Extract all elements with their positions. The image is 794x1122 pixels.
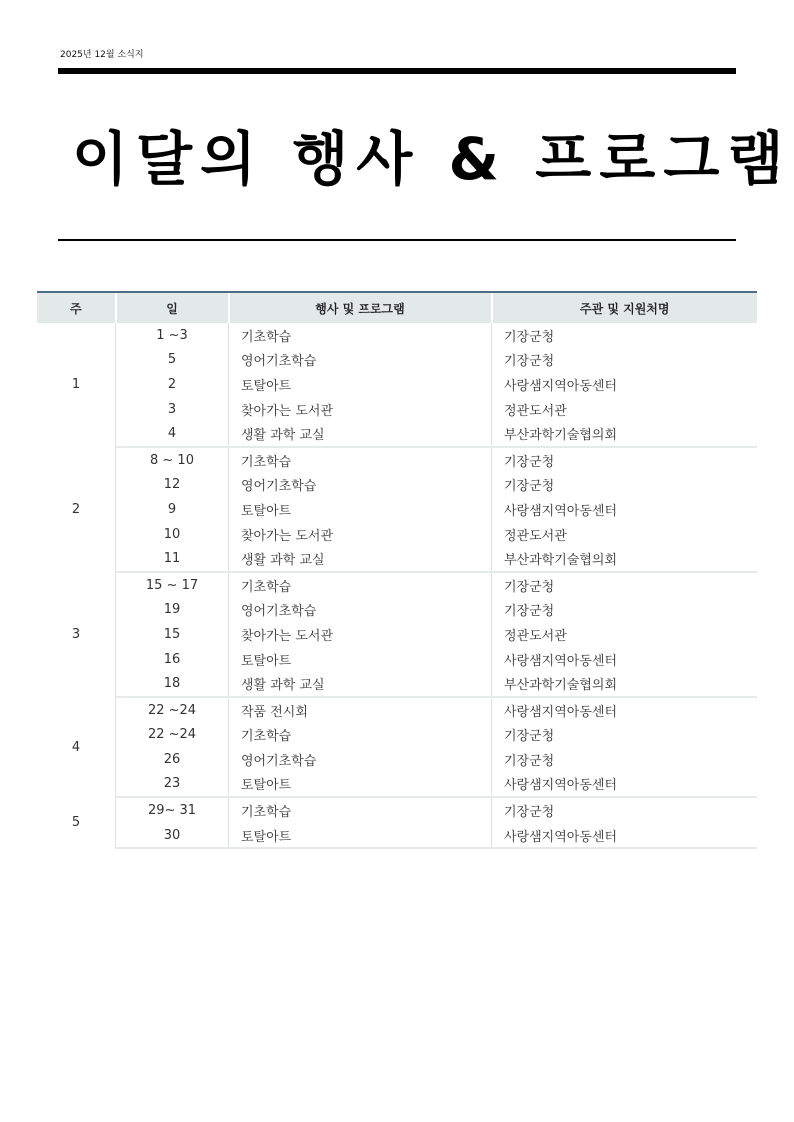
table-row <box>37 522 757 547</box>
table-row <box>37 572 757 598</box>
event-cell: 토탈아트 <box>229 823 492 849</box>
table-header-row <box>37 292 757 323</box>
day-cell: 29~ 31 <box>116 797 229 823</box>
week-cell: 4 <box>37 697 116 797</box>
organizer-cell: 정관도서관 <box>504 528 567 544</box>
week-cell: 3 <box>37 572 116 697</box>
week-cell: 1 <box>37 323 116 447</box>
table-row <box>37 497 757 522</box>
table-row <box>37 372 757 397</box>
event-cell: 찾아가는 도서관 <box>229 397 492 422</box>
day-cell: 11 <box>116 546 229 572</box>
event-cell: 찾아가는 도서관 <box>229 622 492 647</box>
event-cell: 기초학습 <box>229 323 492 348</box>
organizer-cell: 사랑샘지역아동센터 <box>504 653 618 669</box>
day-cell: 12 <box>116 473 229 498</box>
table-row <box>37 447 757 473</box>
day-cell: 26 <box>116 747 229 772</box>
event-cell: 영어기초학습 <box>229 598 492 623</box>
day-cell: 22 ~24 <box>116 723 229 748</box>
day-cell: 1 ~3 <box>116 323 229 348</box>
table-row <box>37 473 757 498</box>
event-cell: 생활 과학 교실 <box>229 546 492 572</box>
top-divider <box>58 68 736 74</box>
event-cell: 기초학습 <box>229 572 492 598</box>
organizer-cell: 사랑샘지역아동센터 <box>492 772 758 798</box>
day-cell: 3 <box>116 397 229 422</box>
organizer-cell: 기장군청 <box>504 753 555 769</box>
newsletter-header-label: 2025년 12월 소식지 <box>60 50 144 60</box>
day-cell: 19 <box>116 598 229 623</box>
organizer-cell: 사랑샘지역아동센터 <box>504 378 618 394</box>
table-row <box>37 622 757 647</box>
event-cell: 찾아가는 도서관 <box>229 522 492 547</box>
organizer-cell: 기장군청 <box>504 604 555 620</box>
day-cell: 30 <box>116 823 229 849</box>
organizer-cell: 부산과학기술협의회 <box>492 546 758 572</box>
organizer-cell: 정관도서관 <box>504 628 567 644</box>
day-cell: 4 <box>116 421 229 447</box>
day-cell: 18 <box>116 671 229 697</box>
day-cell: 5 <box>116 348 229 373</box>
event-cell: 생활 과학 교실 <box>229 671 492 697</box>
day-cell: 16 <box>116 647 229 672</box>
organizer-cell: 기장군청 <box>504 479 555 495</box>
column-header-organizer: 주관 및 지원처명 <box>492 292 758 323</box>
organizer-cell: 부산과학기술협의회 <box>492 671 758 697</box>
organizer-cell: 사랑샘지역아동센터 <box>504 503 618 519</box>
title-divider <box>58 239 736 241</box>
table-row <box>37 671 757 697</box>
event-cell: 토탈아트 <box>229 647 492 672</box>
event-cell: 기초학습 <box>229 447 492 473</box>
event-cell: 생활 과학 교실 <box>229 421 492 447</box>
organizer-cell: 사랑샘지역아동센터 <box>504 704 618 720</box>
week-cell: 2 <box>37 447 116 572</box>
day-cell: 10 <box>116 522 229 547</box>
column-header-day: 일 <box>116 292 229 323</box>
event-cell: 토탈아트 <box>229 772 492 798</box>
column-header-event: 행사 및 프로그램 <box>229 292 492 323</box>
table-row <box>37 797 757 823</box>
event-cell: 토탈아트 <box>229 497 492 522</box>
event-cell: 기초학습 <box>229 723 492 748</box>
day-cell: 15 <box>116 622 229 647</box>
table-row <box>37 421 757 447</box>
column-header-week: 주 <box>37 292 116 323</box>
event-cell: 토탈아트 <box>229 372 492 397</box>
organizer-cell: 기장군청 <box>504 329 555 345</box>
week-cell: 5 <box>37 797 116 848</box>
event-cell: 기초학습 <box>229 797 492 823</box>
page-title: 이달의 행사 & 프로그램 <box>72 125 792 193</box>
table-row <box>37 823 757 849</box>
organizer-cell: 정관도서관 <box>504 403 567 419</box>
table-row <box>37 323 757 348</box>
day-cell: 9 <box>116 497 229 522</box>
table-row <box>37 723 757 748</box>
organizer-cell: 기장군청 <box>504 454 555 470</box>
schedule-body <box>37 323 757 848</box>
table-row <box>37 598 757 623</box>
day-cell: 8 ~ 10 <box>116 447 229 473</box>
organizer-cell: 기장군청 <box>504 729 555 745</box>
table-row <box>37 348 757 373</box>
table-row <box>37 647 757 672</box>
day-cell: 23 <box>116 772 229 798</box>
event-cell: 영어기초학습 <box>229 348 492 373</box>
day-cell: 15 ~ 17 <box>116 572 229 598</box>
table-row <box>37 697 757 723</box>
table-row <box>37 546 757 572</box>
table-row <box>37 397 757 422</box>
organizer-cell: 사랑샘지역아동센터 <box>492 823 758 849</box>
day-cell: 2 <box>116 372 229 397</box>
event-cell: 영어기초학습 <box>229 473 492 498</box>
organizer-cell: 부산과학기술협의회 <box>492 421 758 447</box>
organizer-cell: 기장군청 <box>504 579 555 595</box>
table-row <box>37 747 757 772</box>
day-cell: 22 ~24 <box>116 697 229 723</box>
event-cell: 작품 전시회 <box>229 697 492 723</box>
organizer-cell: 기장군청 <box>504 354 555 370</box>
organizer-cell: 기장군청 <box>504 805 555 821</box>
event-cell: 영어기초학습 <box>229 747 492 772</box>
schedule-table <box>37 291 757 849</box>
table-row <box>37 772 757 798</box>
